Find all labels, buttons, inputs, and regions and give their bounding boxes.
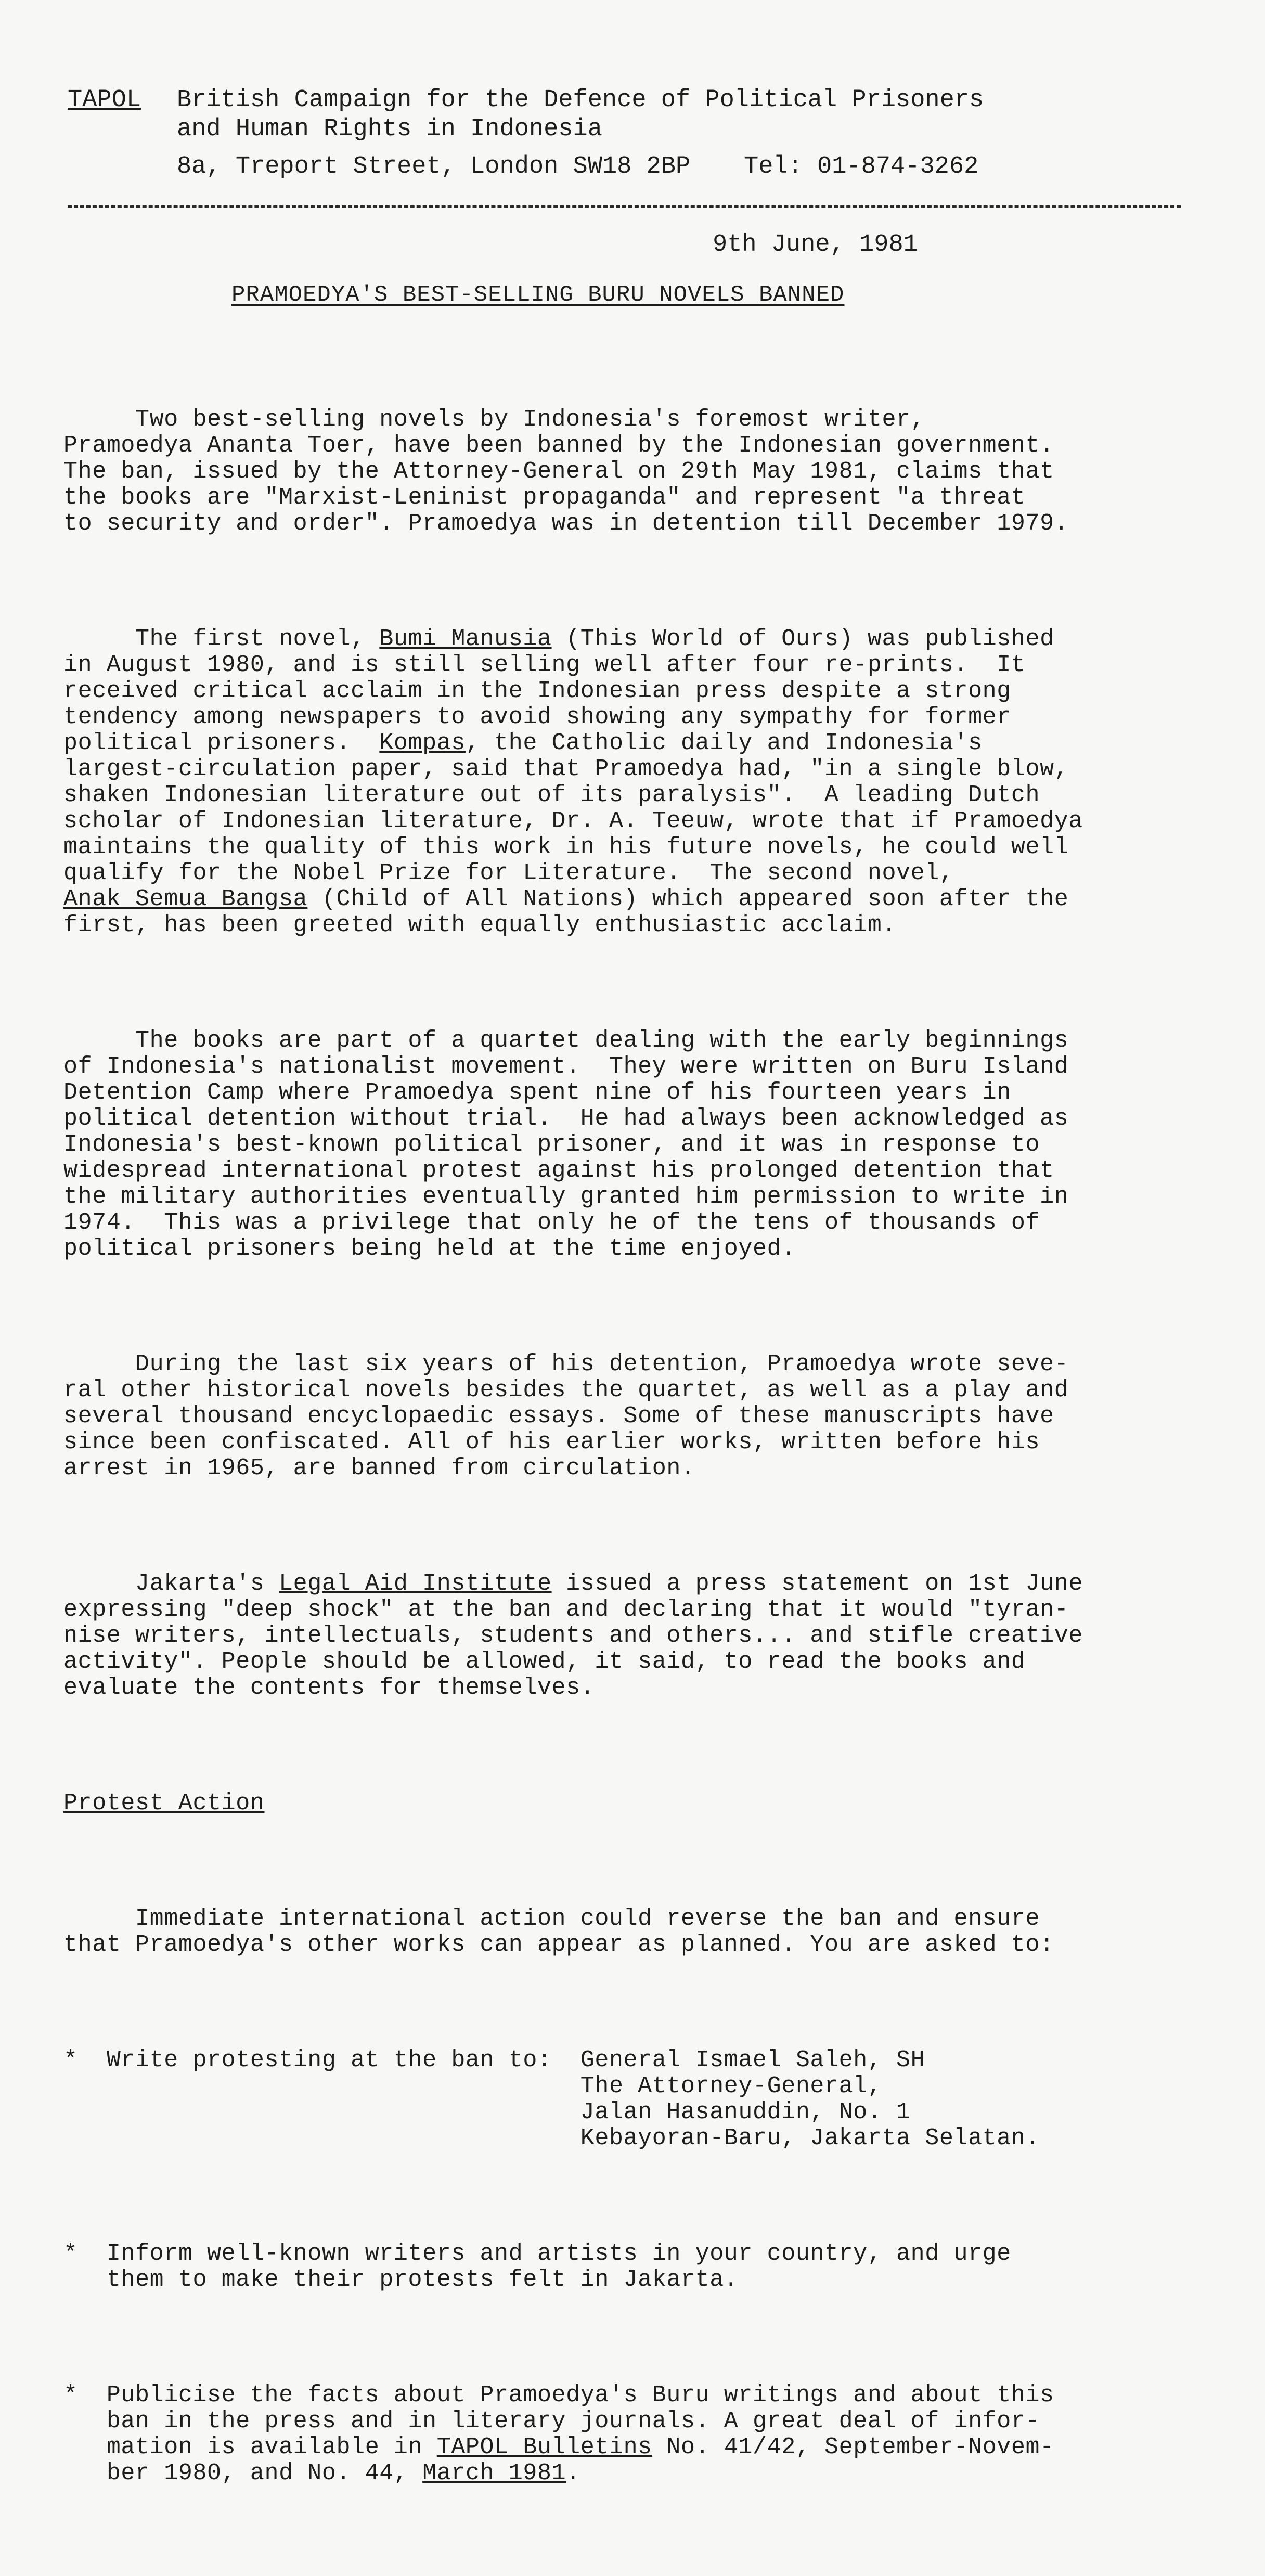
p6-line: Immediate international action could reverse the ban and ensure xyxy=(63,1905,1040,1932)
p3-line: Indonesia's best-known political prisoner, and it was in response to xyxy=(63,1131,1040,1158)
p3-line: the military authorities eventually granted him permission to write in xyxy=(63,1183,1069,1210)
p2-line: largest-circulation paper, said that Pramoedya had, "in a single blow, xyxy=(63,756,1069,782)
address-line: Kebayoran-Baru, Jakarta Selatan. xyxy=(63,2125,1040,2152)
p5-line: Jakarta's xyxy=(63,1570,279,1597)
p2-line: political prisoners. xyxy=(63,730,380,756)
p3-line: political detention without trial. He had always been acknowledged as xyxy=(63,1105,1069,1132)
paragraph-6 xyxy=(63,1906,1187,1958)
book-title-anak-semua-bangsa: Anak Semua Bangsa xyxy=(63,886,308,912)
document-title: PRAMOEDYA'S BEST-SELLING BURU NOVELS BANNED xyxy=(231,282,845,308)
bullet-line: * Publicise the facts about Pramoedya's Buru writings and about this xyxy=(63,2382,1054,2408)
p4-line: several thousand encyclopaedic essays. Some of these manuscripts have xyxy=(63,1403,1054,1429)
p2-line: shaken Indonesian literature out of its paralysis". A leading Dutch xyxy=(63,782,1040,808)
p2-line: maintains the quality of this work in his future novels, he could well xyxy=(63,834,1069,860)
p2-line: in August 1980, and is still selling well after four re-prints. It xyxy=(63,652,1026,678)
address-line: The Attorney-General, xyxy=(63,2073,882,2100)
bullet-publicise-facts xyxy=(63,2382,1187,2487)
org-full-name-line1: British Campaign for the Defence of Political Prisoners xyxy=(177,86,984,114)
org-full-name-line2: and Human Rights in Indonesia xyxy=(177,115,602,143)
p4-line: arrest in 1965, are banned from circulation. xyxy=(63,1455,695,1482)
paragraph-1 xyxy=(63,407,1187,537)
p5-line: activity". People should be allowed, it said, to read the books and xyxy=(63,1648,1026,1675)
p1-line: The ban, issued by the Attorney-General on 29th May 1981, claims that xyxy=(63,458,1054,485)
bullet-line: . xyxy=(566,2460,580,2487)
p2-line: tendency among newspapers to avoid showing any sympathy for former xyxy=(63,704,1011,730)
p2-line: qualify for the Nobel Prize for Literature. The second novel, xyxy=(63,860,954,886)
p2-line: scholar of Indonesian literature, Dr. A. Teeuw, wrote that if Pramoedya xyxy=(63,808,1083,834)
p4-line: since been confiscated. All of his earlier works, written before his xyxy=(63,1429,1040,1456)
org-telephone: Tel: 01-874-3262 xyxy=(744,153,979,181)
bullet-line: * Inform well-known writers and artists in your country, and urge xyxy=(63,2240,1011,2267)
address-line: Jalan Hasanuddin, No. 1 xyxy=(63,2099,911,2126)
p2-line: (This World of Ours) was published xyxy=(551,626,1054,652)
p2-line: , the Catholic daily and Indonesia's xyxy=(465,730,983,756)
p2-line: received critical acclaim in the Indonesian press despite a strong xyxy=(63,678,1011,704)
p1-line: Pramoedya Ananta Toer, have been banned by the Indonesian government. xyxy=(63,432,1054,459)
bullet-line: mation is available in xyxy=(63,2434,437,2461)
document-body xyxy=(63,329,1187,2576)
bullet-line: ber 1980, and No. 44, xyxy=(63,2460,423,2487)
bullet-line: * Write protesting at the ban to: General Ismael Saleh, SH xyxy=(63,2047,925,2073)
bullet-line: them to make their protests felt in Jakarta. xyxy=(63,2266,739,2293)
p3-line: The books are part of a quartet dealing with the early beginnings xyxy=(63,1027,1069,1054)
p2-line: first, has been greeted with equally enthusiastic acclaim. xyxy=(63,912,897,938)
p6-line: that Pramoedya's other works can appear as planned. You are asked to: xyxy=(63,1931,1054,1958)
document-date: 9th June, 1981 xyxy=(713,231,918,259)
tapol-bulletins: TAPOL Bulletins xyxy=(436,2434,652,2461)
bullet-line: No. 41/42, September-Novem- xyxy=(652,2434,1054,2461)
bullet-line: ban in the press and in literary journals. A great deal of infor- xyxy=(63,2408,1040,2435)
p3-line: widespread international protest against his prolonged detention that xyxy=(63,1157,1054,1184)
p5-line: nise writers, intellectuals, students and others... and stifle creative xyxy=(63,1622,1083,1649)
p5-line: expressing "deep shock" at the ban and declaring that it would "tyran- xyxy=(63,1596,1069,1623)
section-heading-protest-action: Protest Action xyxy=(63,1790,265,1817)
org-name: TAPOL xyxy=(68,86,141,114)
p1-line: Two best-selling novels by Indonesia's foremost writer, xyxy=(63,406,925,433)
p1-line: to security and order". Pramoedya was in detention till December 1979. xyxy=(63,510,1069,537)
newspaper-kompas: Kompas xyxy=(379,730,466,756)
p4-line: ral other historical novels besides the quartet, as well as a play and xyxy=(63,1377,1069,1403)
paragraph-2 xyxy=(63,626,1187,938)
paragraph-5 xyxy=(63,1571,1187,1701)
p2-line: (Child of All Nations) which appeared soon after the xyxy=(307,886,1069,912)
p3-line: Detention Camp where Pramoedya spent nine of his fourteen years in xyxy=(63,1079,1011,1106)
p3-line: of Indonesia's nationalist movement. They were written on Buru Island xyxy=(63,1053,1069,1080)
p5-line: issued a press statement on 1st June xyxy=(551,1570,1083,1597)
p3-line: 1974. This was a privilege that only he of the tens of thousands of xyxy=(63,1209,1040,1236)
p2-line: The first novel, xyxy=(63,626,380,652)
bullet-write-protest xyxy=(63,2047,1187,2152)
book-title-bumi-manusia: Bumi Manusia xyxy=(379,626,552,652)
p5-line: evaluate the contents for themselves. xyxy=(63,1675,595,1701)
org-address: 8a, Treport Street, London SW18 2BP xyxy=(177,153,691,181)
p3-line: political prisoners being held at the time enjoyed. xyxy=(63,1235,796,1262)
paragraph-3 xyxy=(63,1028,1187,1262)
legal-aid-institute: Legal Aid Institute xyxy=(279,1570,552,1597)
p1-line: the books are "Marxist-Leninist propaganda" and represent "a threat xyxy=(63,484,1026,511)
bullet-inform-writers xyxy=(63,2241,1187,2293)
paragraph-4 xyxy=(63,1351,1187,1482)
bulletin-date-march-1981: March 1981 xyxy=(422,2460,566,2487)
header-divider xyxy=(68,205,1181,208)
p4-line: During the last six years of his detention, Pramoedya wrote seve- xyxy=(63,1351,1069,1377)
